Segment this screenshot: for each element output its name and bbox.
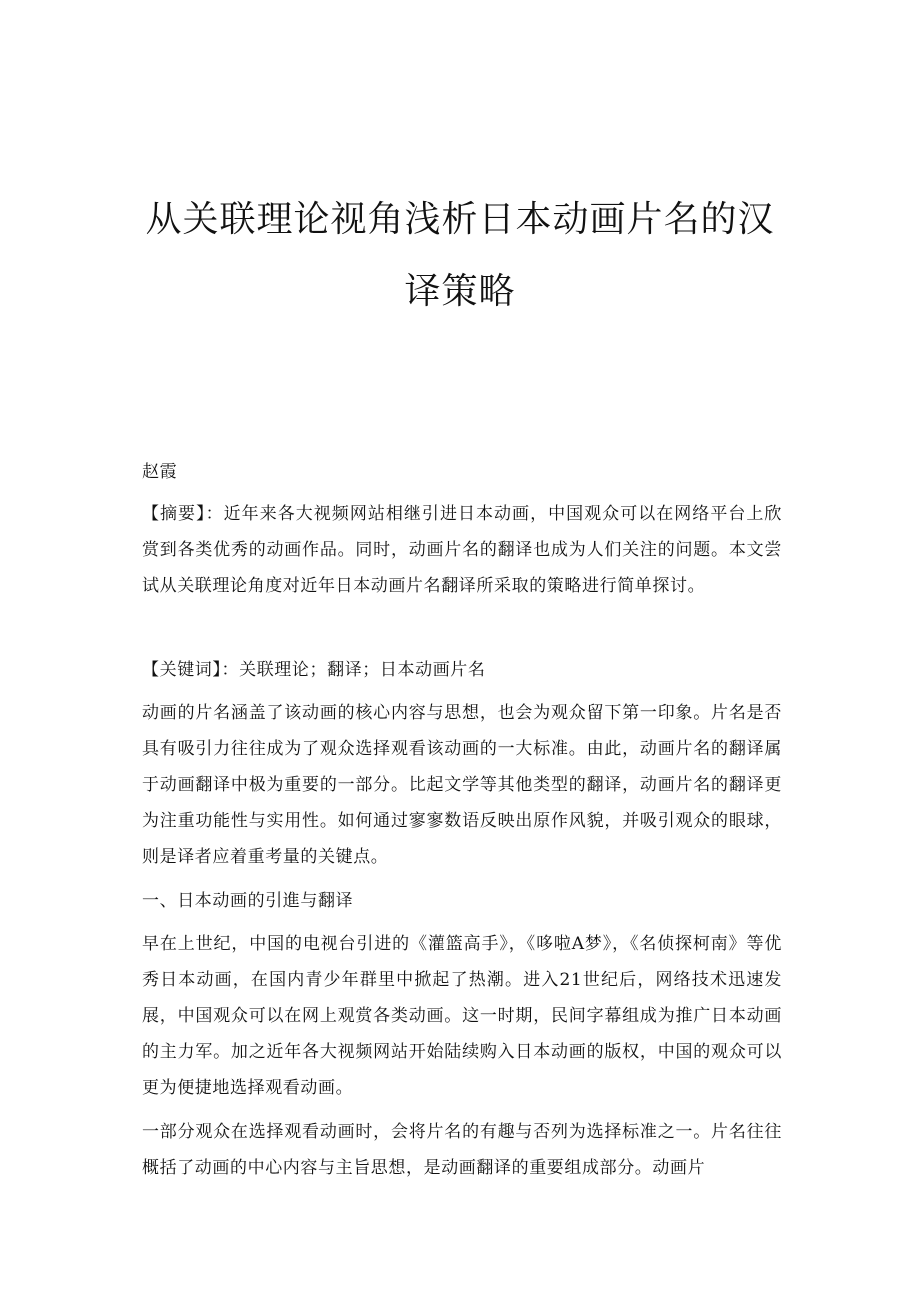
title-line-1: 从关联理论视角浅析日本动画片名的汉 bbox=[145, 199, 775, 240]
keywords-text: 关联理论；翻译；日本动画片名 bbox=[239, 660, 486, 680]
abstract-label: 【摘要】： bbox=[142, 504, 224, 524]
paper-body bbox=[142, 454, 782, 1194]
body-paragraph: 一部分观众在选择观看动画时，会将片名的有趣与否列为选择标准之一。片名往往概括了动画的中心内容与主旨思想，是动画翻译的重要组成部分。动画片 bbox=[142, 1122, 782, 1178]
section-heading: 一、日本动画的引進与翻译 bbox=[142, 891, 354, 911]
title-line-2: 译策略 bbox=[404, 271, 516, 312]
abstract-text: 近年来各大视频网站相继引进日本动画，中国观众可以在网络平台上欣赏到各类优秀的动画作品。同时，动画片名的翻译也成为人们关注的问题。本文尝试从关联理论角度对近年日本动画片名翻译所采取的策略进行简单探讨。 bbox=[142, 504, 783, 596]
author-name: 赵霞 bbox=[142, 462, 178, 482]
body-paragraph: 早在上世纪，中国的电视台引进的《灌篮高手》，《哆啦A梦》，《名侦探柯南》等优秀日本动画，在国内青少年群里中掀起了热潮。进入21世纪后，网络技术迅速发展，中国观众可以在网上观赏各类动画。这一时期，民间字幕组成为推广日本动画的主力军。加之近年各大视频网站开始陆续购入日本动画的版权，中国的观众可以更为便捷地选择观看动画。 bbox=[142, 934, 782, 1098]
keywords bbox=[142, 652, 782, 688]
paper-title bbox=[130, 184, 790, 328]
body-paragraph: 动画的片名涵盖了该动画的核心内容与思想，也会为观众留下第一印象。片名是否具有吸引力往往成为了观众选择观看该动画的一大标准。由此，动画片名的翻译属于动画翻译中极为重要的一部分。比起文学等其他类型的翻译，动画片名的翻译更为注重功能性与实用性。如何通过寥寥数语反映出原作风貌，并吸引观众的眼球，则是译者应着重考量的关键点。 bbox=[142, 703, 782, 867]
keywords-label: 【关键词】： bbox=[142, 660, 240, 680]
abstract bbox=[142, 496, 782, 604]
